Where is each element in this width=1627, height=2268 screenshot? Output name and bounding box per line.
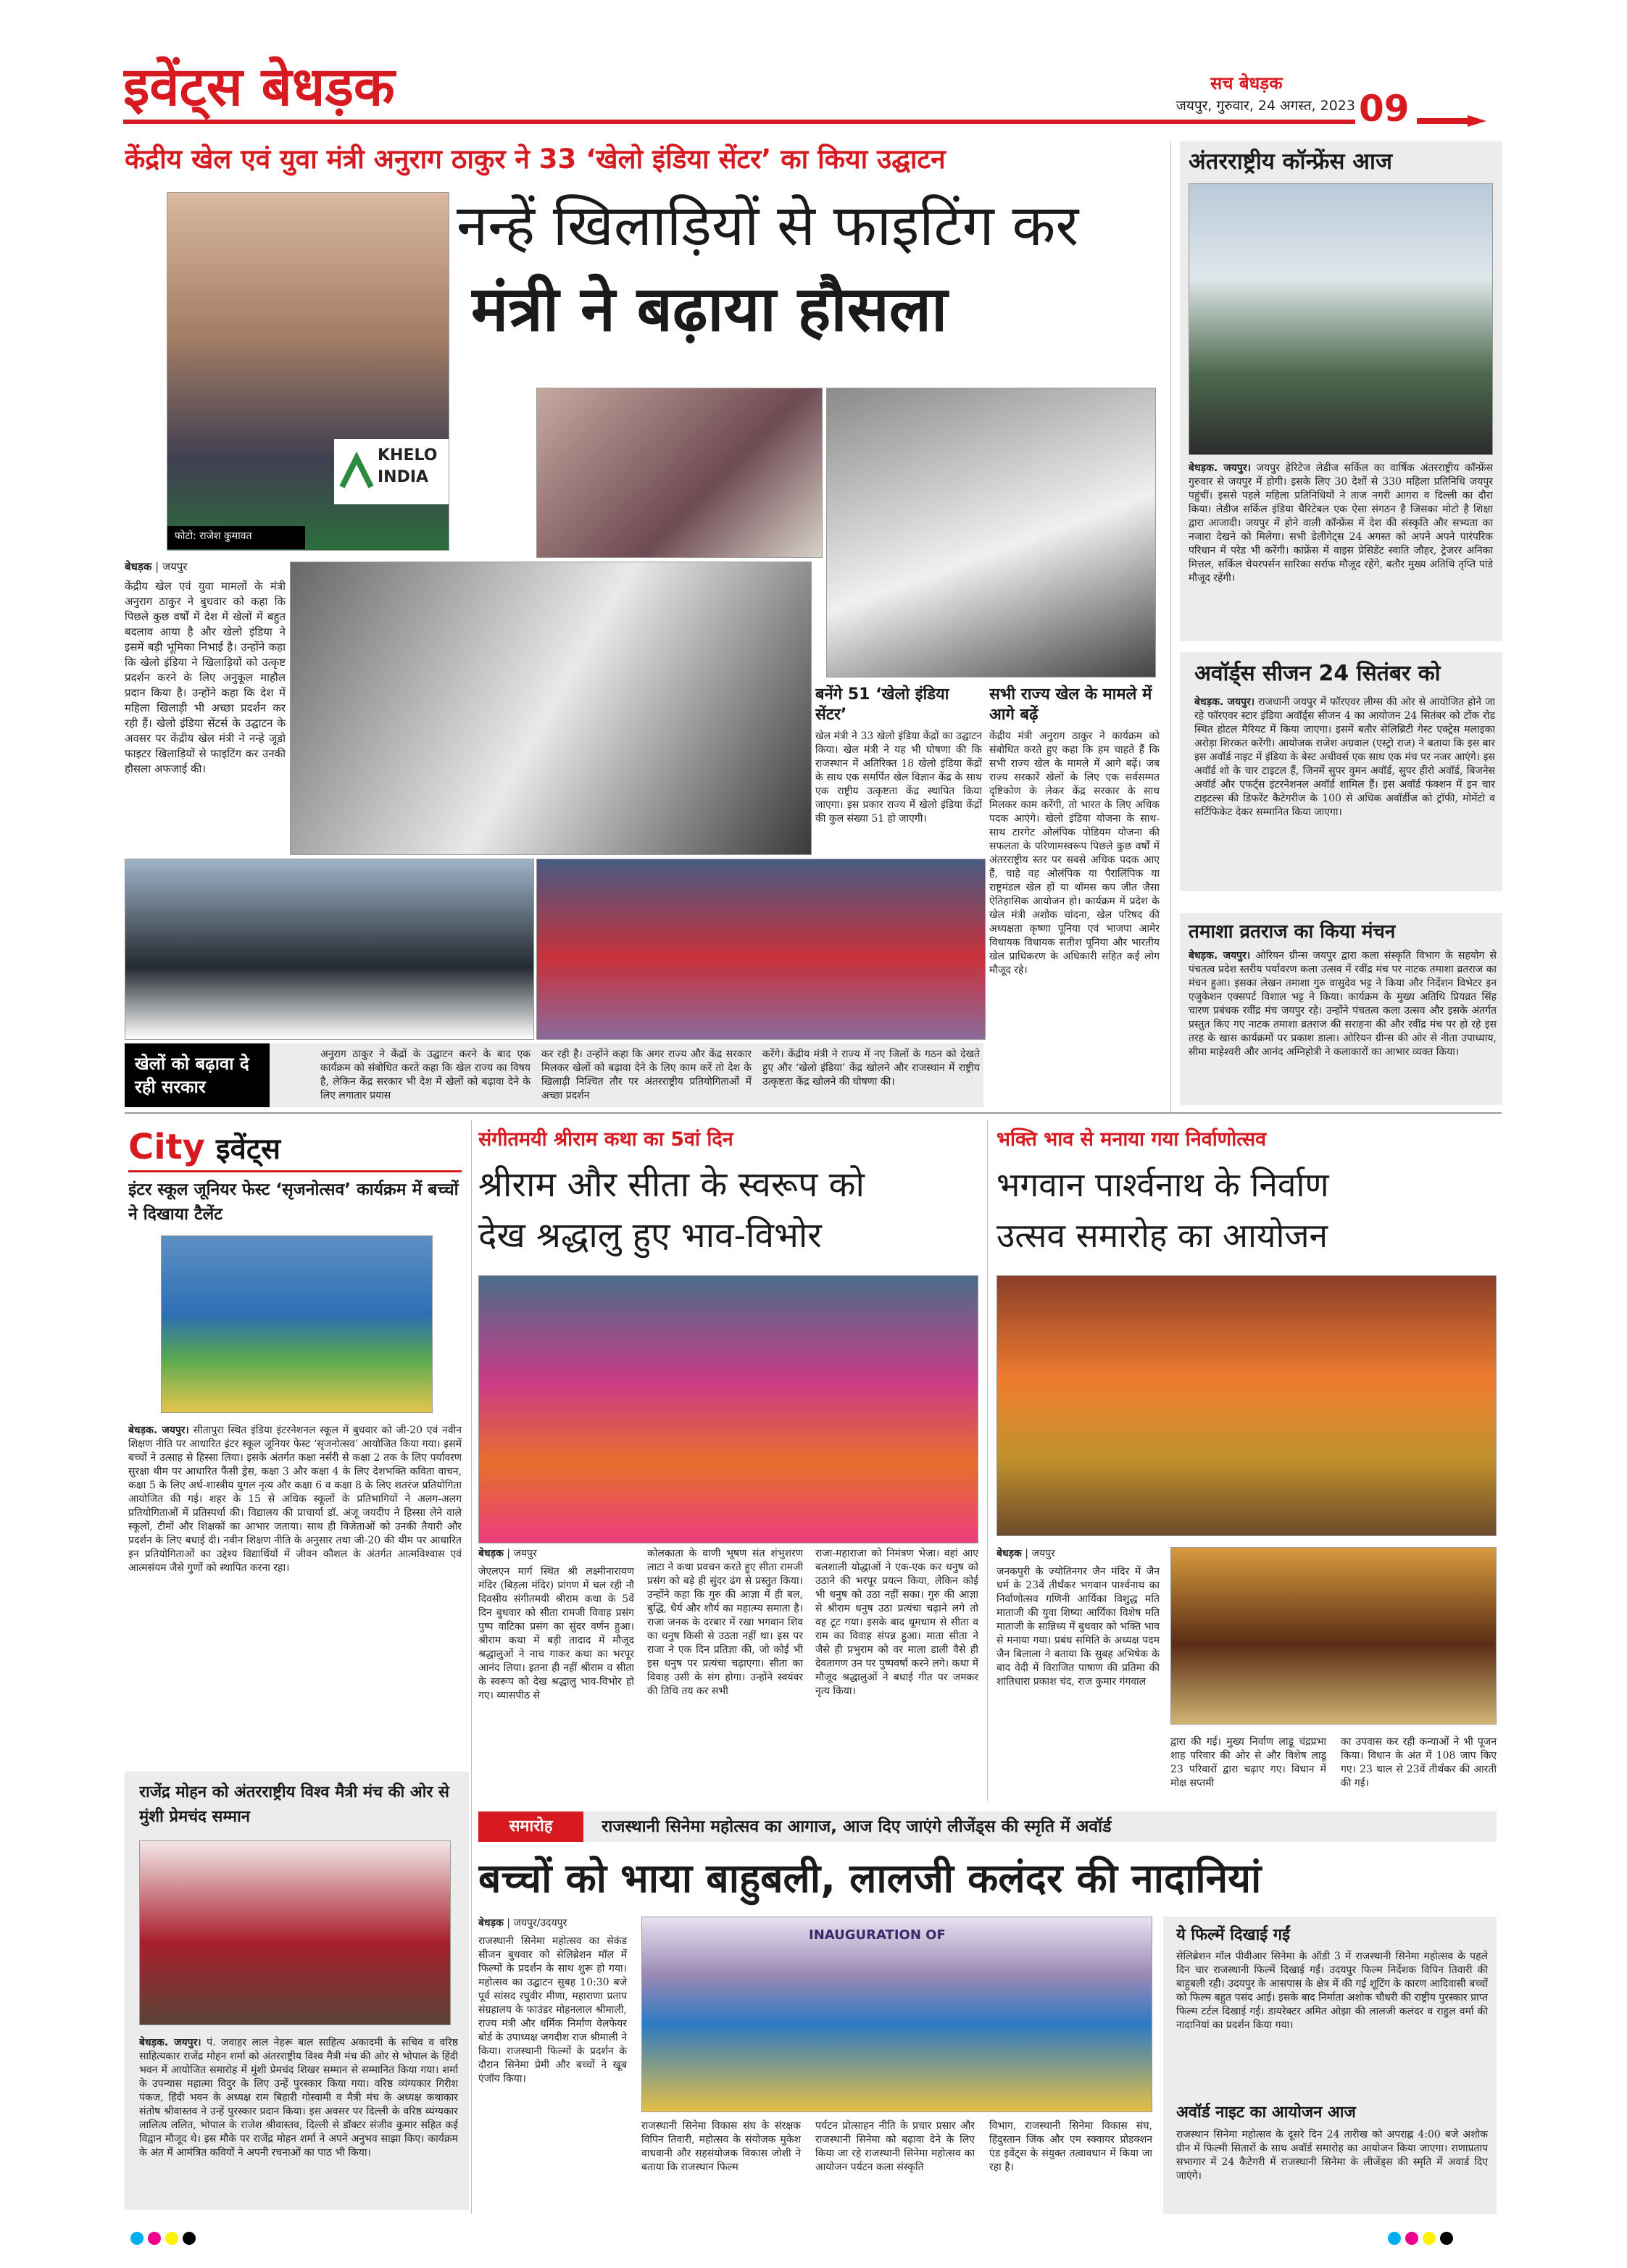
lead-photo-small-fighter [826, 388, 1156, 678]
lead-byline-place: जयपुर [162, 560, 188, 573]
yellow-dot-icon [1423, 2232, 1436, 2245]
city-story2-body-text: पं. जवाहर लाल नेहरू बाल साहित्य अकादमी के सचिव व वरिष्ठ साहित्यकार राजेंद्र मोहन शर्मा को अंतरराष्ट्रीय विश्व मैत्री मंच की ओर से भोपाल के हिंदी भवन में आयोजित समारोह में मुंशी प्रेमचंद शिखर सम्मान से सम्मानित किया गया। शर्मा के उपन्यास महात्मा विदुर के लिए उन्हें पुरस्कार किया गया। वरिष्ठ व्यंग्यकार गिरीश पंकज, हिंदी भवन के अध्यक्ष राम बिहारी गोस्वामी व मैत्री मंच के अध्यक्ष कथाकार संतोष श्रीवास्तव ने उन्हें पुरस्कार प्रदान किया। इस अवसर पर दिल्ली के वरिष्ठ व्यंग्यकार लालित्य ललित, भोपाल के राजेश श्रीवास्तव, दिल्ली से डॉक्टर संजीव कुमार सहित कई विद्वान मौजूद थे। इस मौके पर राजेंद्र मोहन शर्मा ने अपने अनुभव साझा किए। कार्यक्रम के अंत में आमंत्रित कवियों ने अपनी रचनाओं का पाठ भी किया। [139, 2037, 458, 2159]
lead-body: बेधड़क | जयपुर केंद्रीय खेल एवं युवा मामलों के मंत्री अनुराग ठाकुर ने बुधवार को कहा कि पिछले कुछ वर्षों में देश में खेलों में बहुत बदलाव आया है और खेलो इंडिया ने इसमें बड़ी भूमिका निभाई है। उन्होंने कहा कि खेलो इंडिया ने खिलाड़ियों को उत्कृष्ट प्रदर्शन करने के लिए अनुकूल माहौल प्रदान किया है। उन्होंने कहा कि देश में महिला खिलाड़ी भी अच्छा प्रदर्शन कर रही हैं। खेलो इंडिया सेंटर्स के उद्घाटन के अवसर पर केंद्रीय खेल मंत्री ने नन्हे जूडो फाइटर खिलाड़ियों से फाइटिंग कर उनकी हौसला अफजाई की। [125, 560, 286, 775]
dateline: जयपुर, गुरुवार, 24 अगस्त, 2023 [1175, 98, 1355, 114]
nirvan-byline-place: जयपुर [1031, 1548, 1055, 1559]
ramkatha-col1: बेधड़क | जयपुर जेएलएन मार्ग स्थित श्री लक्ष्मीनारायण मंदिर (बिड़ला मंदिर) प्रांगण में चल रही नौ दिवसीय संगीतमयी श्रीराम कथा के 5वें दिन बुधवार को सीता रामजी विवाह प्रसंग पुष्प वाटिका प्रसंग का सुंदर वर्णन हुआ। श्रीराम कथा में बड़ी तादाद में मौजूद श्रद्धालुओं ने नाच गाकर कथा का भरपूर आनंद लिया। इतना ही नहीं श्रीराम व सीता के स्वरूप को देख श्रद्धालु भाव-विभोर हो गए। व्यासपीठ से [478, 1548, 634, 1701]
ramkatha-headline-2: देख श्रद्धालु हुए भाव-विभोर [478, 1215, 822, 1256]
column-divider [471, 1120, 472, 2214]
magenta-dot-icon [148, 2232, 161, 2245]
conference-body [1189, 462, 1493, 635]
pen-icon [1417, 112, 1489, 130]
lead-photo-children [125, 859, 534, 1040]
ramkatha-headline-1: श्रीराम और सीता के स्वरूप को [478, 1164, 865, 1205]
cinema-byline: बेधड़क [478, 1917, 504, 1929]
cinema-col1: बेधड़क | जयपुर/उदयपुर राजस्थानी सिनेमा महोत्सव का सेकंड सीजन बुधवार को सेलिब्रेशन मॉल में फिल्मों के प्रदर्शन के साथ शुरू हो गया। महोत्सव का उद्घाटन सुबह 10:30 बजे पूर्व सांसद रघुवीर मीणा, महाराणा प्रताप संग्रहालय के फाउंडर मोहनलाल श्रीमाली, राज्य मंत्री और धर्मिक निर्माण वेलफेयर बोर्ड के उपाध्यक्ष जगदीश राज श्रीमाली ने किया। राजस्थानी फिल्मों के प्रदर्शन के दौरान सिनेमा प्रेमी और बच्चों ने खूब एंजॉय किया। [478, 1917, 627, 2085]
lead-photo-minister [167, 192, 449, 551]
registration-marks-left [130, 2232, 246, 2249]
city-story2-body [139, 2036, 458, 2206]
cinema-headline: बच्चों को भाया बाहुबली, लालजी कलंदर की नादानियां [478, 1855, 1262, 1901]
lead-photo-kungfu [536, 859, 986, 1040]
cinema-banner-text: INAUGURATION OF [809, 1927, 946, 1943]
city-rule [128, 1170, 462, 1172]
lead-body-text: केंद्रीय खेल एवं युवा मामलों के मंत्री अनुराग ठाकुर ने बुधवार को कहा कि पिछले कुछ वर्षों में देश में खेलों में बहुत बदलाव आया है और खेलो इंडिया ने इसमें बड़ी भूमिका निभाई है। उन्होंने कहा कि खेलो इंडिया ने खिलाड़ियों को उत्कृष्ट प्रदर्शन करने के लिए अनुकूल माहौल प्रदान किया है। उन्होंने कहा कि देश में महिला खिलाड़ी भी अच्छा प्रदर्शन कर रही हैं। खेलो इंडिया सेंटर्स के उद्घाटन के अवसर पर केंद्रीय खेल मंत्री ने नन्हे जूडो फाइटर खिलाड़ियों से फाइटिंग कर उनकी हौसला अफजाई की। [125, 580, 286, 775]
section-rule [125, 1112, 1502, 1114]
magenta-dot-icon [1405, 2232, 1418, 2245]
city-story1-photo [161, 1235, 433, 1413]
lead-box-label: खेलों को बढ़ावा दे रही सरकार [125, 1043, 270, 1107]
banner-text-1: KHELO [378, 446, 438, 464]
cinema-byline-place: जयपुर/उदयपुर [513, 1917, 567, 1929]
city-story2-byline: बेधड़क. जयपुर। [139, 2037, 201, 2048]
city-label-en: City [128, 1127, 205, 1167]
cinema-col4: विभाग, राजस्थानी सिनेमा विकास संघ, हिंदुस्तान जिंक और एम स्क्वायर प्रोडक्शन एंड इवेंट्स के संयुक्त तत्वावधान में किया जा रहा है। [989, 2120, 1152, 2173]
section-title: इवेंट्स बेधड़क [123, 56, 395, 118]
cyan-dot-icon [1388, 2232, 1401, 2245]
cinema-col2: राजस्थानी सिनेमा विकास संघ के संरक्षक विपिन तिवारी, महोत्सव के संयोजक मुकेश वाधवानी और सहसंयोजक विकास जोशी ने बताया कि राजस्थान फिल्म [641, 2120, 801, 2173]
lead-byline: बेधड़क [125, 560, 152, 573]
ramkatha-byline-place: जयपुर [513, 1548, 537, 1559]
lead-headline-2: मंत्री ने बढ़ाया हौसला [471, 273, 948, 346]
cinema-tag: समारोह [478, 1812, 583, 1842]
cinema-box-head2: अवॉर्ड नाइट का आयोजन आज [1176, 2104, 1356, 2122]
awards-body-text: राजधानी जयपुर में फॉरएवर लीग्स की ओर से आयोजित होने जा रहे फॉरएवर स्टार इंडिया अवॉर्ड्स सीजन 4 का आयोजन 24 सितंबर को टोंक रोड स्थित होटल मैरियट में किया जाएगा। इसमें बतौर सेलिब्रिटी गेस्ट एक्ट्रेस मलाइका अरोड़ा शिरकत करेंगी। आयोजक राजेश अग्रवाल (एस्ट्रो राज) ने बताया कि इस बार इस अवॉर्ड नाइट में इंडिया के बेस्ट अचीवर्स एक साथ एक मंच पर नजर आएंगे। इस अवॉर्ड शो के चार टाइटल हैं, जिनमें सुपर वुमन अवॉर्ड, सुपर हीरो अवॉर्ड, बिजनेस अवॉर्ड और एफर्ट्स इंटरनेशनल अवॉर्ड शामिल हैं। इस अवॉर्ड फंक्शन में इन चार टाइटल्स की डिफरेंट कैटेगरीज के 100 से अधिक अवॉर्डीज को ट्रॉफी, मोमेंटो व सर्टिफिकेट देकर सम्मानित किया जाएगा। [1194, 696, 1495, 818]
city-column [125, 1120, 469, 2214]
nirvan-byline: बेधड़क [996, 1548, 1022, 1559]
lead-photo-inauguration [536, 388, 823, 558]
lead-sub2-head: सभी राज्य खेल के मामले में आगे बढ़ें [989, 685, 1152, 724]
lead-sub2-body: केंद्रीय मंत्री अनुराग ठाकुर ने कार्यक्रम को संबोधित करते हुए कहा कि हम चाहते हैं कि सभी राज्य खेल के मामले में आगे बढ़ें। जब राज्य सरकारें खेलों के लिए एक सर्वसम्मत दृष्टिकोण के लेकर केंद्र सरकार के साथ मिलकर काम करेंगी, तो भारत के लिए अधिक पदक आएंगे। खेलो इंडिया योजना के साथ-साथ टारगेट ओलंपिक पोडियम योजना की सफलता के परिणामस्वरूप पिछले कुछ वर्षों में अंतरराष्ट्रीय स्तर पर सबसे अधिक पदक आए हैं, चाहे वह ओलंपिक या पैरालिंपिक या राष्ट्रमंडल खेल हों या थॉमस कप जीत जैसा ऐतिहासिक आयोजन हो। कार्यक्रम में प्रदेश के खेल मंत्री अशोक चांदना, खेल परिषद की अध्यक्षता कृष्णा पूनिया एवं भाजपा आमेर विधायक विधायक सतीश पूनिया और भारतीय खेल प्राधिकरण के अधिकारी सहित कई लोग मौजूद रहे। [989, 730, 1160, 976]
tamasha-head: तमाशा व्रतराज का किया मंचन [1189, 921, 1396, 943]
lead-sub1-body: खेल मंत्री ने 33 खेलो इंडिया केंद्रों का उद्घाटन किया। खेल मंत्री ने यह भी घोषणा की कि राजस्थान में अतिरिक्त 18 खेलो इंडिया केंद्रों के साथ एक समर्पित खेल विज्ञान केंद्र के साथ एक राष्ट्रीय उत्कृष्टता केंद्र स्थापित किया जाएगा। इस प्रकार राज्य में खेलो इंडिया केंद्रों की कुल संख्या 51 हो जाएगी। [815, 730, 982, 825]
khelo-india-banner [334, 439, 449, 504]
cinema-kicker: राजस्थानी सिनेमा महोत्सव का आगाज, आज दिए जाएंगे लीजेंड्स की स्मृति में अवॉर्ड [602, 1817, 1112, 1836]
lead-sub1 [815, 685, 982, 859]
lead-headline-1: नन्हें खिलाड़ियों से फाइटिंग कर [457, 193, 1079, 259]
nirvan-headline-1: भगवान पार्श्वनाथ के निर्वाण [996, 1165, 1329, 1204]
conference-box [1180, 141, 1502, 641]
tamasha-byline: बेधड़क. जयपुर। [1189, 950, 1251, 962]
cinema-box-head1: ये फिल्में दिखाई गईं [1176, 1926, 1290, 1944]
ramkatha-col3: राजा-महाराजा को निमंत्रण भेजा। वहां आए बलशाली योद्धाओं ने एक-एक कर धनुष को उठाने की भरपूर प्रयत्न किया, लेकिन कोई भी धनुष को उठा नहीं सका। गुरु की आज्ञा से श्रीराम धनुष उठा प्रत्यंचा चढ़ाने लगे तो वह टूट गया। इसके बाद धूमधाम से सीता व राम का विवाह संपन्न हुआ। माता सीता ने जैसे ही प्रभुराम को वर माला डाली वैसे ही देवतागण उन पर पुष्पवर्षा करने लगे। कथा में मौजूद श्रद्धालुओं ने बधाई गीत पर जमकर नृत्य किया। [815, 1548, 978, 1697]
awards-byline: बेधड़क. जयपुर। [1194, 696, 1255, 708]
ramkatha-kicker: संगीतमयी श्रीराम कथा का 5वां दिन [478, 1128, 733, 1151]
conference-photo [1189, 183, 1493, 455]
city-story1-byline: बेधड़क. जयपुर। [128, 1425, 189, 1436]
nirvan-photo-main [996, 1275, 1497, 1536]
registration-marks-right [1388, 2232, 1504, 2249]
nirvan-col1-text: जनकपुरी के ज्योतिनगर जैन मंदिर में जैन धर्म के 23वें तीर्थंकर भगवान पार्श्वनाथ का निर्वाणोत्सव गणिनी आर्यिका विशुद्ध मति माताजी की युवा शिष्या आर्यिका विशेष मति माताजी के सान्निध्य में बुधवार को भक्ति भाव से मनाया गया। प्रबंध समिति के अध्यक्ष पदम जैन बिलाला ने बताया कि सुबह अभिषेक के बाद वेदी में विराजित पाषाण की प्रतिमा की शांतिधारा प्रकाश चंद, राज कुमार गंगवाल [996, 1566, 1160, 1688]
lead-sub2 [989, 685, 1160, 1105]
conference-body-text: जयपुर हेरिटेज लेडीज सर्किल का वार्षिक अंतरराष्ट्रीय कॉन्फ्रेंस गुरुवार से जयपुर में होगी। इसके लिए 30 देशों से 330 महिला प्रतिनिधि जयपुर पहुंचीं। इससे पहले महिला प्रतिनिधियों ने ताज नगरी आगरा व दिल्ली का दौरा किया। लेडीज सर्किल इंडिया चैरिटेबल एक ऐसा संगठन है जिसका मोटो है शिक्षा द्वारा आजादी। जयपुर में होने वाली कॉन्फ्रेंस में देश की संस्कृति और सभ्यता का नजारा देखने को मिलेगा। सभी डेलीगेट्स 24 अगस्त को अपने अपने पारंपरिक परिधान में परेड भी करेंगी। कांफ्रेंस में वाइस प्रेसिडेंट स्वाति जौहर, ट्रेजरर अनिका मित्तल, सर्किल चेयरपर्सन सारिका सर्राफ मौजूद रहेंगे, बतौर मुख्य अतिथि तृप्ति पांडे मौजूद रहेंगी। [1189, 462, 1493, 584]
masthead [0, 0, 1627, 138]
photo-credit: फोटो: राजेश कुमावत [167, 526, 305, 549]
cinema-col1-text: राजस्थानी सिनेमा महोत्सव का सेकंड सीजन बुधवार को सेलिब्रेशन मॉल में फिल्मों के प्रदर्शन के साथ शुरू हो गया। महोत्सव का उद्घाटन सुबह 10:30 बजे पूर्व सांसद रघुवीर मीणा, महाराणा प्रताप संग्रहालय के फाउंडर मोहनलाल श्रीमाली, राज्य मंत्री और धर्मिक निर्माण वेलफेयर बोर्ड के उपाध्यक्ष जगदीश राज श्रीमाली ने किया। राजस्थानी फिल्मों के प्रदर्शन के दौरान सिनेमा प्रेमी और बच्चों ने खूब एंजॉय किया। [478, 1935, 627, 2085]
conference-head: अंतरराष्ट्रीय कॉन्फ्रेंस आज [1189, 149, 1392, 175]
lead-sub1-head: बनेंगे 51 ‘खेलो इंडिया सेंटर’ [815, 685, 949, 724]
black-dot-icon [183, 2232, 196, 2245]
city-story1-body-text: सीतापुरा स्थित इंडिया इंटरनेशनल स्कूल में बुधवार को जी-20 एवं नवीन शिक्षण नीति पर आधारित इंटर स्कूल जूनियर फेस्ट ‘सृजनोत्सव’ आयोजित किया गया। इसमें बच्चों ने उत्साह से हिस्सा लिया। इसके अंतर्गत कक्षा नर्सरी से कक्षा 2 तक के लिए पर्यावरण सुरक्षा थीम पर आधारित फैंसी ड्रेस, कक्षा 3 और कक्षा 4 के लिए देशभक्ति कविता वाचन, कक्षा 5 के लिए अर्ध-शास्त्रीय युगल नृत्य और कक्षा 6 व कक्षा 8 के लिए शतरंज प्रतियोगिता आयोजित की गई। शहर के 15 से अधिक स्कूलों के प्रतिभागियों ने अलग-अलग प्रतियोगिताओं में प्रतिस्पर्धा की। विद्यालय की प्राचार्या डॉ. अंजू जयदीप ने हिस्सा लेने वाले स्कूलों, टीमों और शिक्षकों का आभार जताया। साथ ही विजेताओं को उनकी तैयारी और प्रदर्शन के लिए बधाई दी। नवीन शिक्षण नीति के अनुसार तथा जी-20 की थीम पर आधारित इन प्रतियोगिताओं का उद्देश्य विद्यार्थियों में जीवन कौशल के अंतर्गत आत्मविश्वास एवं आत्मसंयम जैसे गुणों को स्थापित करना रहा। [128, 1425, 462, 1574]
tamasha-box [1180, 913, 1502, 1105]
city-label [128, 1127, 462, 1170]
nirvan-col3: का उपवास कर रही कन्याओं ने भी पूजन किया। विधान के अंत में 108 जाप किए गए। 23 थाल से 23वें तीर्थंकर की आरती की गई। [1341, 1736, 1497, 1789]
awards-head: अवॉर्ड्स सीजन 24 सितंबर को [1194, 661, 1441, 686]
ramkatha-byline: बेधड़क [478, 1548, 504, 1559]
city-story2-photo [139, 1840, 451, 2025]
ramkatha-photo [478, 1275, 978, 1543]
tamasha-body-text: ओरियन ग्रीन्स जयपुर द्वारा कला संस्कृति विभाग के सहयोग से पंचतत्व प्रदेश स्तरीय पर्यावरण कला उत्सव में रवींद्र मंच पर नाटक तमाशा व्रतराज का मंचन हुआ। इसका लेखन तमाशा गुरु वासुदेव भट्ट ने किया और निर्देशन विभेटर इन एजुकेशन एक्सपर्ट विशाल भट्ट ने किया। कार्यक्रम के मुख्य अतिथि प्रियव्रत सिंह चारण प्रबंधक रवींद्र मंच जयपुर रहे। उन्होंने पंचतत्व कला उत्सव और इसके अंतर्गत प्रस्तुत किए गए नाटक तमाशा व्रतराज की सराहना की और रवींद्र मंच पर हो रहे इस तरह के खास कार्यक्रमों पर प्रकाश डाला। ओरियन ग्रीन्स की ओर से नीता उपाध्याय, सीमा माहेश्वरी और आनंद अग्निहोत्री ने कलाकारों का आभार व्यक्त किया। [1189, 950, 1497, 1058]
lead-box-col3: करेंगे। केंद्रीय मंत्री ने राज्य में नए जिलों के गठन को देखते हुए और ‘खेलो इंडिया’ केंद्र खोलने और राजस्थान में राष्ट्रीय उत्कृष्टता केंद्र खोलने की घोषणा की। [762, 1048, 980, 1088]
masthead-rule [123, 120, 1355, 124]
nirvan-col1: बेधड़क | जयपुर जनकपुरी के ज्योतिनगर जैन मंदिर में जैन धर्म के 23वें तीर्थंकर भगवान पार्श्वनाथ का निर्वाणोत्सव गणिनी आर्यिका विशुद्ध मति माताजी की युवा शिष्या आर्यिका विशेष मति माताजी के सान्निध्य में बुधवार को भक्ति भाव से मनाया गया। प्रबंध समिति के अध्यक्ष पदम जैन बिलाला ने बताया कि सुबह अभिषेक के बाद वेदी में विराजित पाषाण की प्रतिमा की शांतिधारा प्रकाश चंद, राज कुमार गंगवाल [996, 1548, 1160, 1688]
nirvan-photo-idol [1170, 1547, 1497, 1725]
city-label-hi: इवेंट्स [216, 1133, 281, 1166]
conference-byline: बेधड़क. जयपुर। [1189, 462, 1251, 474]
banner-text-2: INDIA [378, 468, 429, 486]
lead-box-col1: अनुराग ठाकुर ने केंद्रों के उद्घाटन करने के बाद एक कार्यक्रम को संबोधित करते कहा कि खेल राज्य का विषय है, लेकिन केंद्र सरकार भी देश में खेलों को बढ़ावा देने के लिए लगातार प्रयास [320, 1048, 530, 1101]
cinema-col3: पर्यटन प्रोत्साहन नीति के प्रचार प्रसार और राजस्थानी सिनेमा को बढ़ावा देने के लिए किया जा रहे राजस्थानी सिनेमा महोत्सव का आयोजन पर्यटन कला संस्कृति [815, 2120, 975, 2173]
city-story2-head: राजेंद्र मोहन को अंतरराष्ट्रीय विश्व मैत्री मंच की ओर से मुंशी प्रेमचंद सम्मान [139, 1783, 449, 1826]
cinema-header-bar [478, 1812, 1497, 1842]
nirvan-headline-2: उत्सव समारोह का आयोजन [996, 1216, 1328, 1255]
city-story1-body [128, 1424, 462, 1764]
yellow-dot-icon [165, 2232, 178, 2245]
cinema-photo [641, 1917, 1152, 2112]
khelo-logo-icon [338, 451, 375, 494]
cinema-sidebox [1163, 1917, 1497, 2214]
lead-box [125, 1043, 983, 1107]
column-divider [1170, 141, 1171, 1112]
awards-box [1180, 652, 1502, 891]
page-number: 09 [1359, 88, 1410, 130]
lead-box-col2: कर रही है। उन्होंने कहा कि अगर राज्य और केंद्र सरकार मिलकर खेलों को बढ़ावा देने के लिए काम करें तो देश के खिलाड़ी निश्चित तौर पर अंतरराष्ट्रीय प्रतियोगिताओं में अच्छा प्रदर्शन [541, 1048, 752, 1101]
cyan-dot-icon [130, 2232, 143, 2245]
tamasha-body [1189, 949, 1497, 1101]
nirvan-col2: द्वारा की गई। मुख्य निर्वाण लाडू चंद्रप्रभा शाह परिवार की ओर से और विशेष लाडू 23 परिवारों द्वारा चढ़ाए गए। विधान में मोक्ष सप्तमी [1170, 1736, 1326, 1789]
lead-kicker: केंद्रीय खेल एवं युवा मंत्री अनुराग ठाकुर ने 33 ‘खेलो इंडिया सेंटर’ का किया उद्घाटन [125, 143, 946, 175]
awards-body [1194, 696, 1495, 888]
cinema-box-body1: सेलिब्रेशन मॉल पीवीआर सिनेमा के ऑडी 3 में राजस्थानी सिनेमा महोत्सव के पहले दिन चार राजस्थानी फिल्में दिखाई गईं। उदयपुर फिल्म निर्देशक विपिन तिवारी की बाहुबली रही। उदयपुर के आसपास के क्षेत्र में की गई शूटिंग के कारण आदिवासी बच्चों को फिल्म बहुत पसंद आई। इसके बाद निर्माता अशोक चौधरी की राष्ट्रीय पुरस्कार प्राप्त फिल्म टर्टल दिखाई गई। डायरेक्टर अमित ओझा की लालजी कलंदर व राहुल वर्मा की नादानियां का प्रदर्शन किया गया। [1176, 1951, 1488, 2031]
publication-name: सच बेधड़क [1210, 73, 1283, 93]
ramkatha-col2: कोलकाता के वाणी भूषण संत शंभुशरण लाटा ने कथा प्रवचन करते हुए सीता रामजी प्रसंग को बड़े ही सुंदर ढंग से प्रस्तुत किया। उन्होंने कहा कि गुरु की आज्ञा में ही बल, बुद्धि, धैर्य और शौर्य का महात्म्य समाता है। राजा जनक के दरबार में रखा भगवान शिव का धनुष किसी से उठता नहीं था। इस पर राजा ने एक दिन प्रतिज्ञा की, जो कोई भी इस धनुष पर प्रत्यंचा चढ़ाएगा। सीता का विवाह उसी के संग होगा। उन्होंने स्वयंवर की तिथि तय कर सभी [647, 1548, 803, 1697]
lead-photo-group [290, 562, 812, 855]
black-dot-icon [1440, 2232, 1453, 2245]
cinema-box-body2: राजस्थान सिनेमा महोत्सव के दूसरे दिन 24 तारीख को अपराह्न 4:00 बजे अशोक ग्रीन में फिल्मी सितारों के साथ अवॉर्ड समारोह का आयोजन किया जाएगा। राणाप्रताप सभागार में 24 कैटेगरी में राजस्थानी सिनेमा के लीजेंड्स की स्मृति में अवार्ड दिए जाएंगे। [1176, 2129, 1488, 2182]
column-divider [987, 1120, 988, 1801]
nirvan-kicker: भक्ति भाव से मनाया गया निर्वाणोत्सव [996, 1128, 1267, 1151]
city-story1-head: इंटर स्कूल जूनियर फेस्ट ‘सृजनोत्सव’ कार्यक्रम में बच्चों ने दिखाया टैलेंट [128, 1180, 459, 1224]
city-story2-box [125, 1772, 469, 2210]
ramkatha-col1-text: जेएलएन मार्ग स्थित श्री लक्ष्मीनारायण मंदिर (बिड़ला मंदिर) प्रांगण में चल रही नौ दिवसीय संगीतमयी श्रीराम कथा के 5वें दिन बुधवार को सीता रामजी विवाह प्रसंग पुष्प वाटिका प्रसंग का सुंदर वर्णन हुआ। श्रीराम कथा में बड़ी तादाद में मौजूद श्रद्धालुओं ने नाच गाकर कथा का भरपूर आनंद लिया। इतना ही नहीं श्रीराम व सीता के स्वरूप को देख श्रद्धालु भाव-विभोर हो गए। व्यासपीठ से [478, 1566, 634, 1701]
